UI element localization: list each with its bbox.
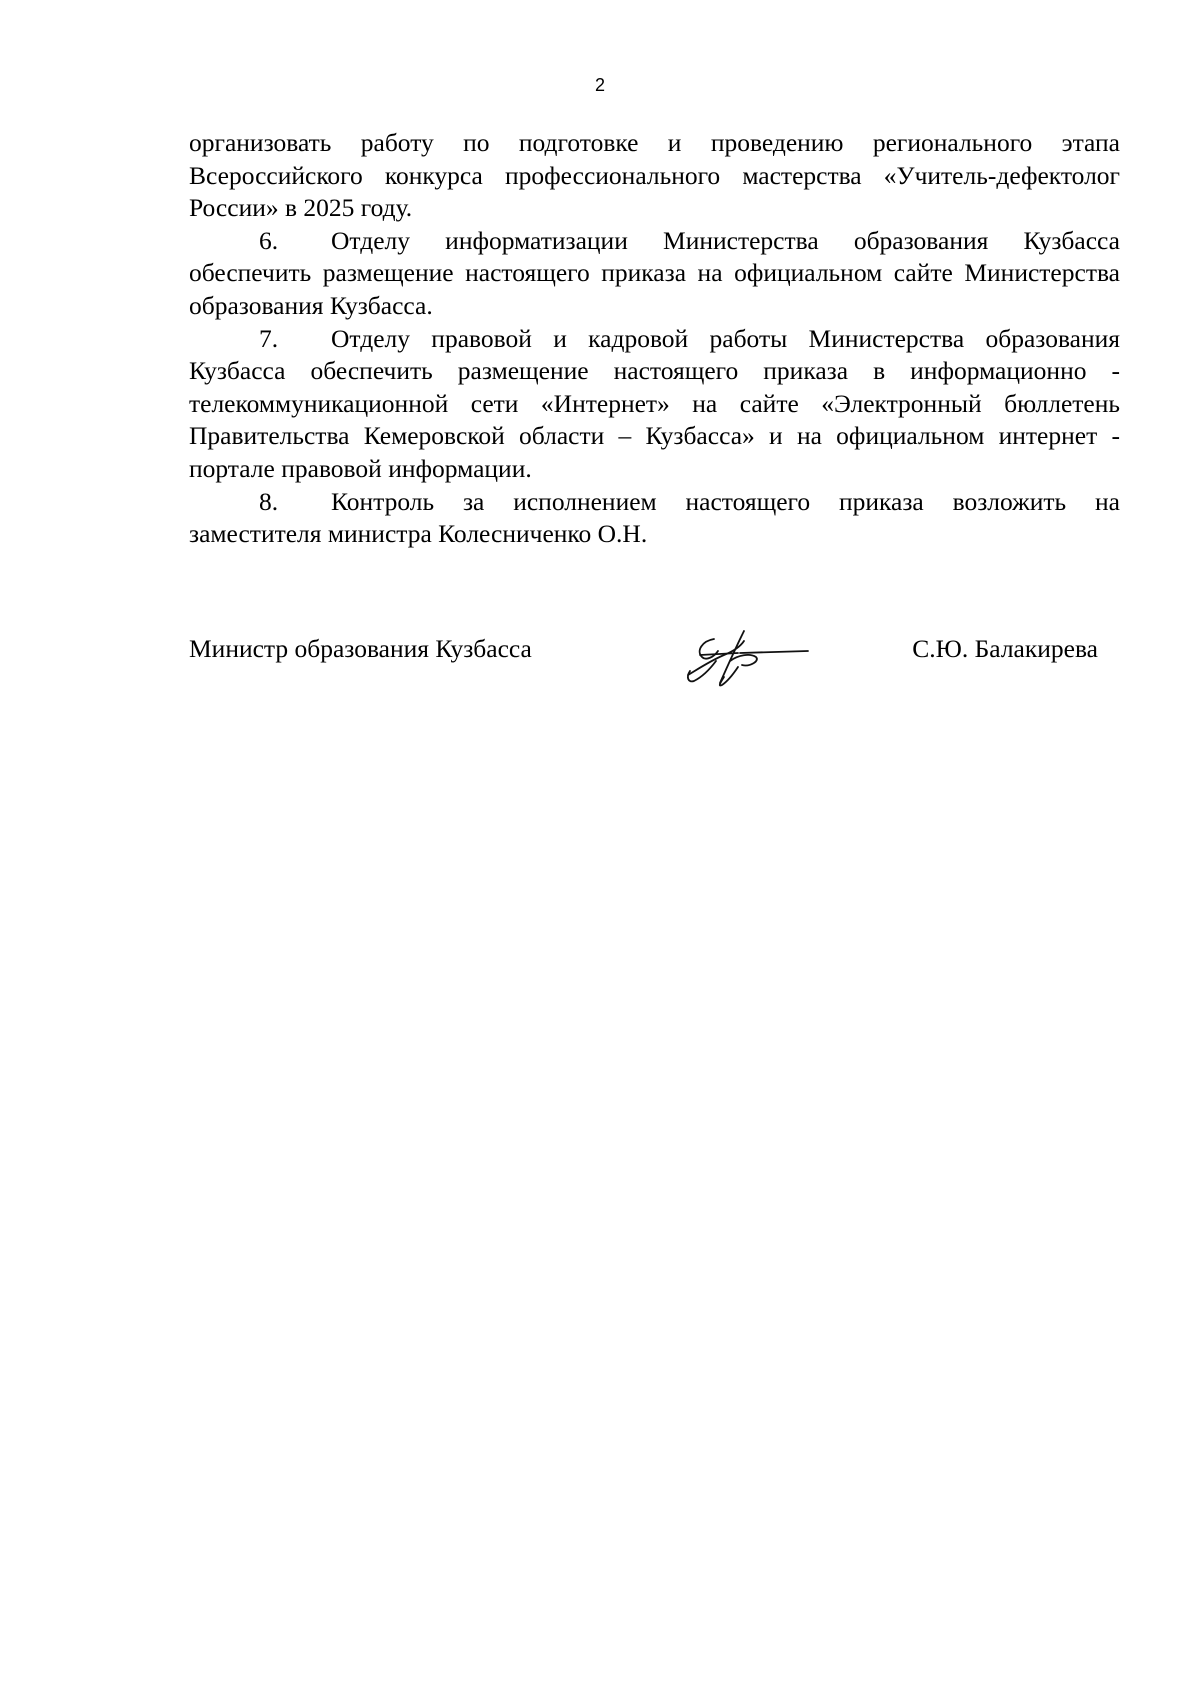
handwritten-signature	[680, 625, 810, 691]
page-number: 2	[594, 75, 605, 95]
paragraph-item-6	[189, 225, 1120, 323]
signatory-name: С.Ю. Балакирева	[912, 634, 1098, 663]
paragraph-item-8	[189, 486, 1120, 551]
item-text: Отделу правовой и кадровой работы Министерства образования Кузбасса обеспечить размещение настоящего приказа в информационно - телекоммуникационной сети «Интернет» на сайте «Электронный бюллетень Правительства Кемеровской области – Кузбасса» и на официальном интернет - портале правовой информации.	[189, 323, 1120, 483]
signatory-title: Министр образования Кузбасса	[189, 634, 532, 663]
signature-block	[189, 633, 1120, 693]
item-number: 6.	[259, 225, 279, 255]
item-number: 7.	[259, 323, 279, 353]
item-text: Контроль за исполнением настоящего приказа возложить на заместителя министра Колесниченко О.Н.	[189, 486, 1120, 549]
item-number: 8.	[259, 486, 279, 516]
document-body	[189, 127, 1120, 551]
paragraph-continuation: организовать работу по подготовке и проведению регионального этапа Всероссийского конкурса профессионального мастерства «Учитель-дефектолог России» в 2025 году.	[189, 128, 1120, 223]
paragraph-item-7	[189, 323, 1120, 486]
item-text: Отделу информатизации Министерства образования Кузбасса обеспечить размещение настоящего приказа на официальном сайте Министерства образования Кузбасса.	[189, 225, 1120, 320]
